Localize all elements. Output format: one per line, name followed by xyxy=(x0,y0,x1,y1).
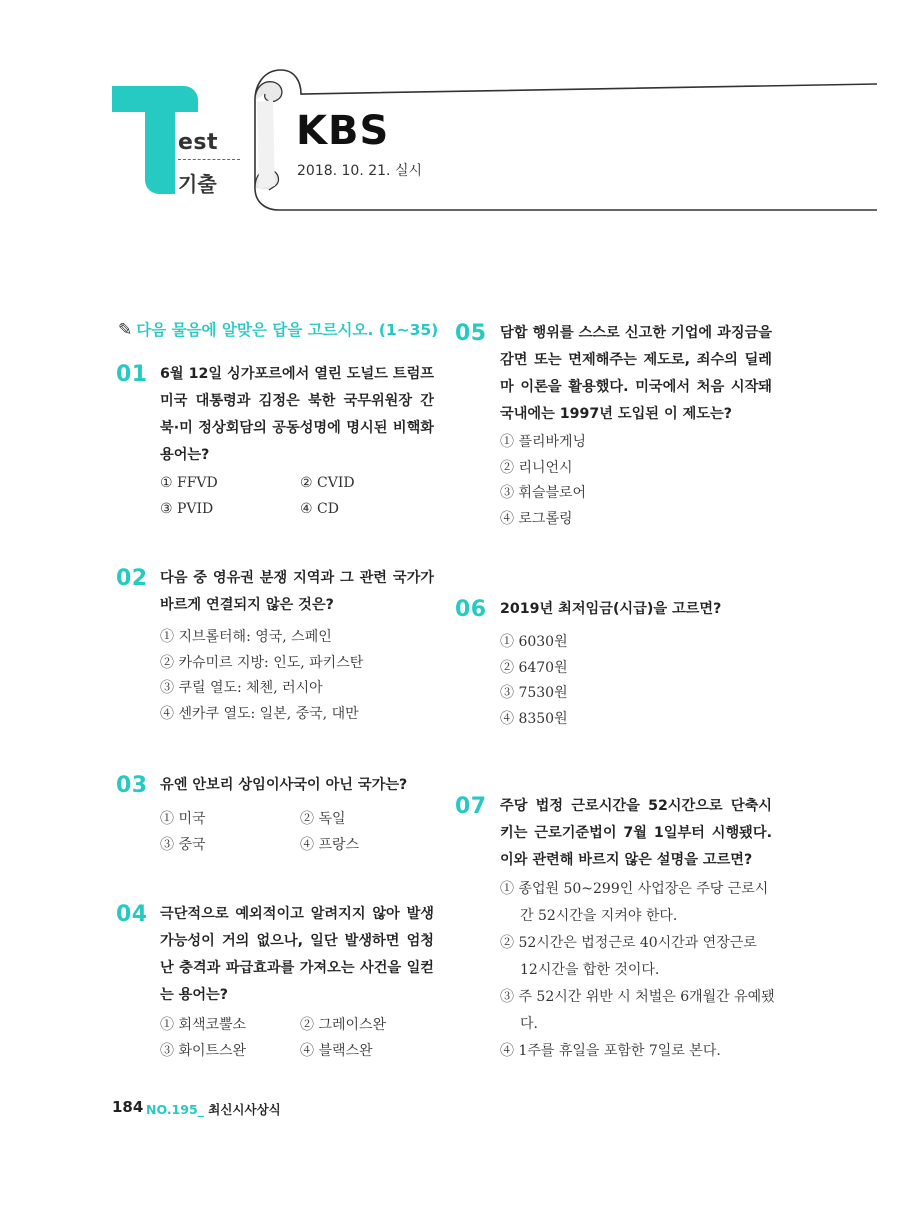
issue-number: NO.195_ xyxy=(146,1102,204,1117)
question-text: 6월 12일 싱가포르에서 열린 도널드 트럼프 미국 대통령과 김정은 북한 국무위원장 간 북·미 정상회담의 공동성명에 명시된 비핵화 용어는? xyxy=(160,366,434,463)
question-text: 주당 법정 근로시간을 52시간으로 단축시키는 근로기준법이 7월 1일부터 시행됐다. 이와 관련해 바르지 않은 설명을 고르면? xyxy=(500,798,772,868)
option[interactable]: ④ 블랙스완 xyxy=(300,1042,373,1059)
option[interactable]: ③ PVID xyxy=(160,500,214,517)
option[interactable]: ① 지브롤터해: 영국, 스페인 xyxy=(160,629,332,645)
question-number: 06 xyxy=(455,597,487,622)
question-number: 01 xyxy=(116,362,148,387)
option[interactable]: ③ 휘슬블로어 xyxy=(500,485,587,501)
option[interactable]: ① 6030원 xyxy=(500,634,568,650)
option[interactable]: ② 52시간은 법정근로 40시간과 연장근로 12시간을 합한 것이다. xyxy=(500,935,757,978)
option[interactable]: ④ 1주를 휴일을 포함한 7일로 본다. xyxy=(500,1043,721,1059)
question-number: 04 xyxy=(116,902,148,927)
question-text: 유엔 안보리 상임이사국이 아닌 국가는? xyxy=(160,777,408,793)
option[interactable]: ③ 주 52시간 위반 시 처벌은 6개월간 유예됐다. xyxy=(500,989,775,1032)
option[interactable]: ③ 중국 xyxy=(160,836,206,853)
options-list xyxy=(500,430,586,532)
instruction-text: 다음 물음에 알맞은 답을 고르시오. (1~35) xyxy=(136,321,439,339)
page-number: 184 xyxy=(112,1098,144,1116)
badge-divider xyxy=(178,159,240,160)
exam-title: KBS xyxy=(296,108,390,154)
question-text: 2019년 최저임금(시급)을 고르면? xyxy=(500,601,722,617)
question-number: 03 xyxy=(116,773,148,798)
options-list xyxy=(160,807,440,858)
options-list xyxy=(160,1013,440,1064)
test-badge-subtitle: 기출 xyxy=(178,172,217,196)
option[interactable]: ④ 프랑스 xyxy=(300,836,360,853)
magazine-name: 최신시사상식 xyxy=(208,1102,281,1117)
exam-date: 2018. 10. 21. 실시 xyxy=(297,163,423,179)
option[interactable]: ③ 7530원 xyxy=(500,685,568,701)
option[interactable]: ① FFVD xyxy=(160,475,218,491)
option[interactable]: ③ 화이트스완 xyxy=(160,1042,247,1059)
options-list xyxy=(160,471,440,522)
option[interactable]: ② 6470원 xyxy=(500,659,568,676)
option[interactable]: ① 종업원 50~299인 사업장은 주당 근로시간 52시간을 지켜야 한다. xyxy=(500,881,769,924)
option[interactable]: ① 회색코뿔소 xyxy=(160,1017,247,1033)
option[interactable]: ② CVID xyxy=(300,475,355,491)
option[interactable]: ② 독일 xyxy=(300,811,346,827)
question-number: 07 xyxy=(455,794,487,819)
question-number: 02 xyxy=(116,566,148,591)
option[interactable]: ④ 로그롤링 xyxy=(500,510,573,527)
option[interactable]: ① 플리바게닝 xyxy=(500,434,587,450)
footer-label xyxy=(146,1100,281,1118)
question-number: 05 xyxy=(455,321,487,346)
question-text: 담합 행위를 스스로 신고한 기업에 과징금을 감면 또는 면제해주는 제도로, 죄수의 딜레마 이론을 활용했다. 미국에서 처음 시작돼 국내에는 1997년 도입된 이 제도는? xyxy=(500,325,772,422)
option[interactable]: ④ CD xyxy=(300,500,339,517)
option[interactable]: ④ 센카쿠 열도: 일본, 중국, 대만 xyxy=(160,705,359,722)
question-text: 극단적으로 예외적이고 알려지지 않아 발생 가능성이 거의 없으나, 일단 발생하면 엄청난 충격과 파급효과를 가져오는 사건을 일컫는 용어는? xyxy=(160,906,434,1003)
options-list xyxy=(160,625,363,727)
question-text: 다음 중 영유권 분쟁 지역과 그 관련 국가가 바르게 연결되지 않은 것은? xyxy=(160,570,434,613)
option[interactable]: ④ 8350원 xyxy=(500,710,568,727)
option[interactable]: ② 그레이스완 xyxy=(300,1017,387,1033)
instruction xyxy=(118,318,438,340)
option[interactable]: ① 미국 xyxy=(160,811,206,827)
pencil-icon: ✎ xyxy=(118,320,133,340)
options-list xyxy=(500,630,568,732)
option[interactable]: ② 카슈미르 지방: 인도, 파키스탄 xyxy=(160,654,364,671)
option[interactable]: ③ 쿠릴 열도: 체첸, 러시아 xyxy=(160,680,323,696)
test-badge-suffix: est xyxy=(178,130,219,155)
options-list xyxy=(500,876,775,1065)
option[interactable]: ② 리니언시 xyxy=(500,459,573,476)
